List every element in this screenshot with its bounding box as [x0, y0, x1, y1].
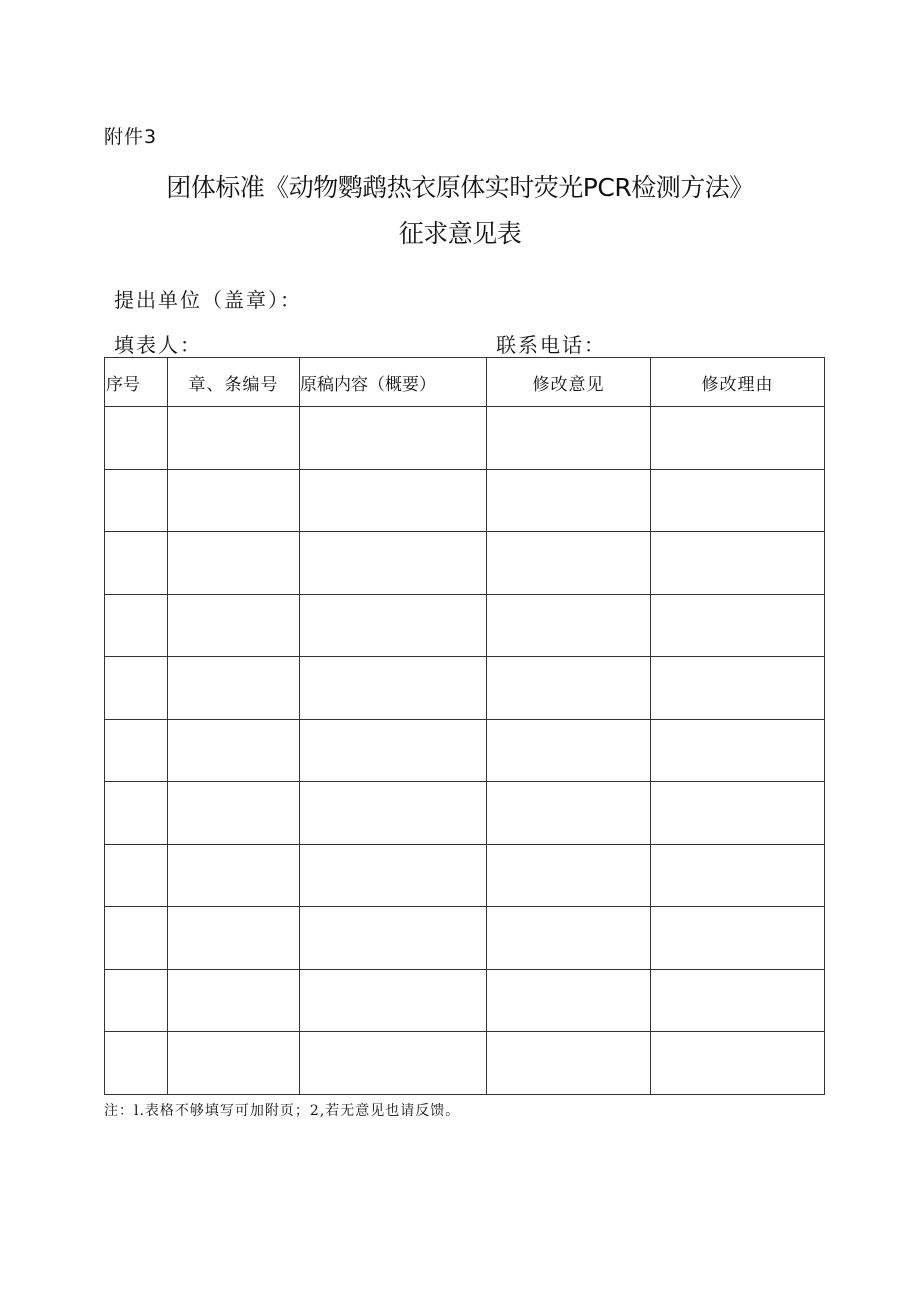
table-row: [105, 719, 825, 782]
suggested-change-cell[interactable]: [487, 657, 651, 720]
form-filler-label: 填表人：: [114, 333, 202, 357]
original-content-cell[interactable]: [300, 594, 487, 657]
suggested-change-cell[interactable]: [487, 532, 651, 595]
submitting-unit-label: 提出单位（盖章）：: [114, 288, 302, 312]
serial-number-cell[interactable]: [105, 907, 168, 970]
serial-number-cell[interactable]: [105, 657, 168, 720]
serial-number-cell[interactable]: [105, 719, 168, 782]
clause-number-cell[interactable]: [168, 782, 300, 845]
serial-number-cell[interactable]: [105, 594, 168, 657]
suggested-change-cell[interactable]: [487, 407, 651, 470]
clause-number-cell[interactable]: [168, 469, 300, 532]
document-title: 团体标准《动物鹦鹉热衣原体实时荧光PCR检测方法》: [166, 173, 754, 202]
suggested-change-cell[interactable]: [487, 719, 651, 782]
clause-number-cell[interactable]: [168, 1032, 300, 1095]
table-body: [105, 407, 825, 1095]
table-row: [105, 969, 825, 1032]
serial-number-cell[interactable]: [105, 844, 168, 907]
table-row: [105, 1032, 825, 1095]
change-reason-cell[interactable]: [651, 407, 825, 470]
table-row: [105, 407, 825, 470]
clause-number-cell[interactable]: [168, 532, 300, 595]
change-reason-cell[interactable]: [651, 782, 825, 845]
suggested-change-cell[interactable]: [487, 782, 651, 845]
clause-number-cell[interactable]: [168, 657, 300, 720]
original-content-cell[interactable]: [300, 969, 487, 1032]
serial-number-cell[interactable]: [105, 532, 168, 595]
clause-number-cell[interactable]: [168, 407, 300, 470]
table-row: [105, 469, 825, 532]
comment-table: [104, 357, 825, 1095]
clause-number-cell[interactable]: [168, 969, 300, 1032]
table-row: [105, 782, 825, 845]
header-suggested-change: 修改意见: [487, 358, 651, 407]
serial-number-cell[interactable]: [105, 1032, 168, 1095]
clause-number-cell[interactable]: [168, 594, 300, 657]
original-content-cell[interactable]: [300, 469, 487, 532]
original-content-cell[interactable]: [300, 532, 487, 595]
clause-number-cell[interactable]: [168, 719, 300, 782]
change-reason-cell[interactable]: [651, 719, 825, 782]
suggested-change-cell[interactable]: [487, 1032, 651, 1095]
original-content-cell[interactable]: [300, 1032, 487, 1095]
table-row: [105, 657, 825, 720]
original-content-cell[interactable]: [300, 907, 487, 970]
serial-number-cell[interactable]: [105, 407, 168, 470]
attachment-label: 附件3: [104, 126, 158, 148]
original-content-cell[interactable]: [300, 782, 487, 845]
document-subtitle: 征求意见表: [398, 219, 522, 248]
original-content-cell[interactable]: [300, 719, 487, 782]
original-content-cell[interactable]: [300, 407, 487, 470]
contact-phone-label: 联系电话：: [496, 333, 606, 357]
change-reason-cell[interactable]: [651, 532, 825, 595]
suggested-change-cell[interactable]: [487, 594, 651, 657]
table-row: [105, 594, 825, 657]
change-reason-cell[interactable]: [651, 657, 825, 720]
change-reason-cell[interactable]: [651, 594, 825, 657]
header-serial-number: 序号: [105, 358, 168, 407]
change-reason-cell[interactable]: [651, 907, 825, 970]
suggested-change-cell[interactable]: [487, 844, 651, 907]
original-content-cell[interactable]: [300, 844, 487, 907]
serial-number-cell[interactable]: [105, 969, 168, 1032]
clause-number-cell[interactable]: [168, 907, 300, 970]
table-row: [105, 907, 825, 970]
original-content-cell[interactable]: [300, 657, 487, 720]
serial-number-cell[interactable]: [105, 469, 168, 532]
header-clause-number: 章、条编号: [168, 358, 300, 407]
footnote: 注：l.表格不够填写可加附页；2,若无意见也请反馈。: [104, 1103, 461, 1119]
change-reason-cell[interactable]: [651, 969, 825, 1032]
change-reason-cell[interactable]: [651, 469, 825, 532]
suggested-change-cell[interactable]: [487, 907, 651, 970]
suggested-change-cell[interactable]: [487, 969, 651, 1032]
change-reason-cell[interactable]: [651, 1032, 825, 1095]
table-row: [105, 532, 825, 595]
serial-number-cell[interactable]: [105, 782, 168, 845]
table-row: [105, 844, 825, 907]
suggested-change-cell[interactable]: [487, 469, 651, 532]
clause-number-cell[interactable]: [168, 844, 300, 907]
header-original-content: 原稿内容（概要）: [300, 358, 487, 407]
header-change-reason: 修改理由: [651, 358, 825, 407]
table-header-row: [105, 358, 825, 407]
change-reason-cell[interactable]: [651, 844, 825, 907]
